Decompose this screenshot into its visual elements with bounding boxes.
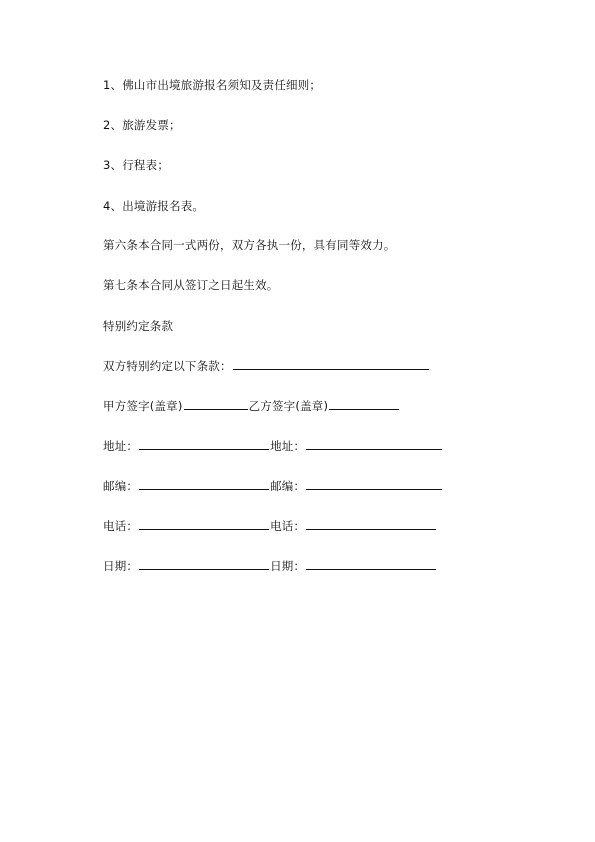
attachment-item-2: 2、旅游发票； xyxy=(103,118,181,132)
attachment-item-4: 4、出境游报名表。 xyxy=(103,199,205,213)
special-terms-row xyxy=(103,357,430,374)
party-b-phone-blank[interactable] xyxy=(306,517,436,530)
party-b-date-label: 日期： xyxy=(270,559,306,573)
party-a-signature-blank[interactable] xyxy=(184,397,248,410)
phone-row xyxy=(103,517,437,534)
attachment-item-1: 1、佛山市出境旅游报名须知及责任细则； xyxy=(103,78,322,92)
party-a-date-label: 日期： xyxy=(103,559,139,573)
party-a-phone-label: 电话： xyxy=(103,519,139,533)
clause-six: 第六条本合同一式两份，双方各执一份，具有同等效力。 xyxy=(103,238,396,252)
party-a-postcode-blank[interactable] xyxy=(139,477,269,490)
party-a-postcode-label: 邮编： xyxy=(103,479,139,493)
party-b-postcode-label: 邮编： xyxy=(270,479,306,493)
party-b-date-blank[interactable] xyxy=(306,557,436,570)
special-terms-heading: 特别约定条款 xyxy=(103,319,174,333)
special-terms-label: 双方特别约定以下条款： xyxy=(103,359,232,373)
postcode-row xyxy=(103,477,443,494)
clause-seven: 第七条本合同从签订之日起生效。 xyxy=(103,278,279,292)
date-row xyxy=(103,557,437,574)
party-b-postcode-blank[interactable] xyxy=(306,477,442,490)
address-row xyxy=(103,437,443,454)
party-b-signature-label: 乙方签字(盖章) xyxy=(248,399,329,413)
attachment-item-3: 3、行程表； xyxy=(103,158,170,172)
party-a-signature-label: 甲方签字(盖章) xyxy=(103,399,183,413)
signature-row xyxy=(103,397,400,414)
party-b-address-blank[interactable] xyxy=(306,437,442,450)
party-a-phone-blank[interactable] xyxy=(139,517,269,530)
party-a-address-blank[interactable] xyxy=(139,437,269,450)
party-b-signature-blank[interactable] xyxy=(329,397,399,410)
party-b-address-label: 地址： xyxy=(270,439,306,453)
party-a-address-label: 地址： xyxy=(103,439,139,453)
special-terms-blank[interactable] xyxy=(233,357,429,370)
party-b-phone-label: 电话： xyxy=(270,519,306,533)
party-a-date-blank[interactable] xyxy=(139,557,269,570)
